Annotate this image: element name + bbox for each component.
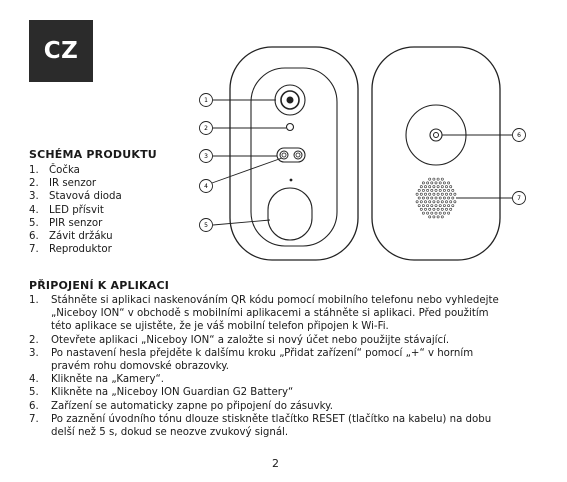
- leader-lines: [212, 100, 512, 225]
- speaker-hole: [450, 186, 452, 188]
- part-number: 6.: [29, 231, 39, 243]
- part-number: 4.: [29, 204, 39, 216]
- step-line: Stáhněte si aplikaci naskenováním QR kódu pomocí mobilního telefonu nebo vyhledejte: [51, 295, 499, 306]
- step-item: [29, 413, 549, 439]
- pir-sensor: [268, 188, 312, 240]
- step-text: [51, 294, 549, 334]
- speaker-hole: [433, 178, 435, 180]
- speaker-hole: [441, 186, 443, 188]
- step-text: [51, 400, 549, 413]
- speaker-hole: [429, 216, 431, 218]
- step-item: [29, 347, 549, 373]
- step-item: [29, 386, 549, 399]
- speaker-hole: [429, 186, 431, 188]
- step-line: delší než 5 s, dokud se neozve zvukový signál.: [51, 427, 289, 439]
- status-led: [290, 179, 293, 182]
- speaker-hole: [441, 208, 443, 210]
- speaker-hole: [448, 212, 450, 214]
- step-line: Klikněte na „Kamery“.: [51, 374, 164, 386]
- speaker-hole: [441, 216, 443, 218]
- parts-list-item: [29, 190, 122, 203]
- speaker-hole: [427, 205, 429, 207]
- speaker-hole: [437, 201, 439, 203]
- speaker-hole: [433, 216, 435, 218]
- callout-2-label: 2: [204, 125, 208, 133]
- speaker-hole: [450, 208, 452, 210]
- callout-1: [200, 94, 213, 107]
- speaker-hole: [450, 193, 452, 195]
- speaker-hole: [431, 189, 433, 191]
- speaker-hole: [435, 205, 437, 207]
- part-number: 7.: [29, 244, 39, 256]
- step-number: 3.: [29, 347, 39, 359]
- step-text: [51, 413, 549, 439]
- step-number: 1.: [29, 295, 39, 306]
- mount-thread-inner: [434, 133, 439, 138]
- parts-list-item: [29, 177, 122, 190]
- speaker-hole: [445, 201, 447, 203]
- step-number: 5.: [29, 387, 39, 399]
- speaker-hole: [448, 205, 450, 207]
- speaker-hole: [420, 201, 422, 203]
- step-item: [29, 294, 549, 334]
- speaker-hole: [420, 186, 422, 188]
- step-item: [29, 400, 549, 413]
- language-badge-label: CZ: [43, 38, 79, 64]
- speaker-hole: [435, 182, 437, 184]
- mount-thread-outer: [430, 129, 442, 141]
- speaker-hole: [416, 201, 418, 203]
- speaker-hole: [431, 197, 433, 199]
- speaker-hole: [437, 178, 439, 180]
- speaker-grille: [416, 178, 456, 218]
- speaker-hole: [424, 201, 426, 203]
- speaker-hole: [452, 197, 454, 199]
- callout-5-label: 5: [204, 222, 208, 230]
- speaker-hole: [422, 197, 424, 199]
- speaker-hole: [431, 212, 433, 214]
- speaker-hole: [445, 193, 447, 195]
- step-item: [29, 373, 549, 386]
- speaker-hole: [443, 197, 445, 199]
- speaker-hole: [448, 189, 450, 191]
- speaker-hole: [443, 205, 445, 207]
- connect-section-title: PŘIPOJENÍ K APLIKACI: [29, 279, 170, 292]
- step-line: Zařízení se automaticky zapne po připojení do zásuvky.: [51, 400, 333, 412]
- speaker-hole: [429, 208, 431, 210]
- speaker-hole: [437, 216, 439, 218]
- speaker-hole: [433, 208, 435, 210]
- speaker-hole: [437, 193, 439, 195]
- speaker-hole: [418, 197, 420, 199]
- led-right: [294, 151, 302, 159]
- speaker-hole: [422, 205, 424, 207]
- callout-7-label: 7: [517, 195, 521, 203]
- parts-list: [29, 164, 122, 256]
- speaker-hole: [439, 182, 441, 184]
- speaker-hole: [427, 182, 429, 184]
- speaker-hole: [441, 178, 443, 180]
- speaker-hole: [427, 197, 429, 199]
- parts-list-item: [29, 243, 122, 256]
- step-line: pravém rohu domovské obrazovky.: [51, 361, 230, 373]
- speaker-hole: [441, 193, 443, 195]
- step-line: této aplikace se ujistěte, že je váš mobilní telefon připojen k Wi-Fi.: [51, 321, 389, 333]
- step-item: [29, 334, 549, 347]
- part-label: IR senzor: [49, 178, 97, 190]
- part-label: Závit držáku: [49, 231, 113, 243]
- step-line: Klikněte na „Niceboy ION Guardian G2 Battery“: [51, 387, 294, 399]
- speaker-hole: [441, 201, 443, 203]
- speaker-hole: [439, 197, 441, 199]
- parts-list-item: [29, 164, 122, 177]
- part-label: Reproduktor: [49, 244, 112, 256]
- step-number: 2.: [29, 334, 39, 346]
- callout-6: [513, 129, 526, 142]
- speaker-hole: [420, 193, 422, 195]
- step-text: [51, 373, 549, 386]
- callout-2: [200, 122, 213, 135]
- lens-center: [287, 97, 294, 104]
- speaker-hole: [448, 182, 450, 184]
- step-text: [51, 347, 549, 373]
- callout-1-label: 1: [204, 97, 208, 105]
- speaker-hole: [454, 201, 456, 203]
- speaker-hole: [420, 208, 422, 210]
- camera-back-body: [372, 47, 500, 260]
- speaker-hole: [435, 197, 437, 199]
- part-label: Stavová dioda: [49, 191, 122, 203]
- step-line: Po zaznění úvodního tónu dlouze stiskněte tlačítko RESET (tlačítko na kabelu) na dobu: [51, 413, 492, 425]
- speaker-hole: [443, 182, 445, 184]
- speaker-hole: [416, 193, 418, 195]
- step-line: „Niceboy ION“ v obchodě s mobilními aplikacemi a stáhněte si aplikaci. Před použitím: [51, 308, 489, 320]
- parts-list-item: [29, 230, 122, 243]
- ir-sensor: [287, 124, 294, 131]
- speaker-hole: [431, 182, 433, 184]
- callout-3-label: 3: [204, 153, 208, 161]
- connect-steps-list: [29, 294, 549, 439]
- speaker-hole: [429, 193, 431, 195]
- led-right-inner: [296, 153, 300, 157]
- speaker-hole: [435, 212, 437, 214]
- speaker-hole: [448, 197, 450, 199]
- speaker-hole: [452, 189, 454, 191]
- speaker-hole: [433, 186, 435, 188]
- led-left-inner: [282, 153, 286, 157]
- part-label: PIR senzor: [49, 217, 103, 229]
- speaker-hole: [445, 208, 447, 210]
- speaker-hole: [435, 189, 437, 191]
- speaker-hole: [429, 201, 431, 203]
- step-number: 7.: [29, 413, 39, 425]
- speaker-hole: [422, 212, 424, 214]
- part-number: 2.: [29, 178, 39, 190]
- callout-7: [513, 192, 526, 205]
- step-line: Po nastavení hesla přejděte k dalšímu kroku „Přidat zařízení“ pomocí „+“ v horním: [51, 347, 474, 359]
- speaker-hole: [443, 189, 445, 191]
- speaker-hole: [443, 212, 445, 214]
- speaker-hole: [433, 201, 435, 203]
- speaker-hole: [424, 186, 426, 188]
- speaker-hole: [424, 208, 426, 210]
- callout-4: [200, 180, 213, 193]
- speaker-hole: [418, 205, 420, 207]
- step-number: 6.: [29, 400, 39, 412]
- speaker-hole: [437, 186, 439, 188]
- speaker-hole: [433, 193, 435, 195]
- callout-6-label: 6: [517, 132, 521, 140]
- speaker-hole: [418, 189, 420, 191]
- speaker-hole: [427, 189, 429, 191]
- callout-4-label: 4: [204, 183, 208, 191]
- parts-list-item: [29, 217, 122, 230]
- speaker-hole: [437, 208, 439, 210]
- step-text: [51, 386, 549, 399]
- speaker-hole: [450, 201, 452, 203]
- part-number: 5.: [29, 217, 39, 229]
- speaker-hole: [445, 186, 447, 188]
- parts-list-item: [29, 204, 122, 217]
- speaker-hole: [431, 205, 433, 207]
- led-housing: [277, 148, 305, 162]
- speaker-hole: [452, 205, 454, 207]
- schema-title: SCHÉMA PRODUKTU: [29, 148, 157, 161]
- part-label: Čočka: [49, 165, 80, 176]
- step-text: [51, 334, 549, 347]
- speaker-hole: [429, 178, 431, 180]
- speaker-hole: [439, 212, 441, 214]
- callout-5: [200, 219, 213, 232]
- speaker-hole: [422, 182, 424, 184]
- led-left: [280, 151, 288, 159]
- speaker-hole: [427, 212, 429, 214]
- part-number: 1.: [29, 165, 39, 176]
- callout-3: [200, 150, 213, 163]
- part-label: LED přísvit: [49, 204, 104, 216]
- speaker-hole: [454, 193, 456, 195]
- speaker-hole: [439, 189, 441, 191]
- speaker-hole: [422, 189, 424, 191]
- part-number: 3.: [29, 191, 39, 203]
- speaker-hole: [439, 205, 441, 207]
- page-number: 2: [272, 457, 279, 470]
- speaker-hole: [424, 193, 426, 195]
- step-line: Otevřete aplikaci „Niceboy ION“ a založte si nový účet nebo použijte stávající.: [51, 334, 450, 346]
- step-number: 4.: [29, 374, 39, 386]
